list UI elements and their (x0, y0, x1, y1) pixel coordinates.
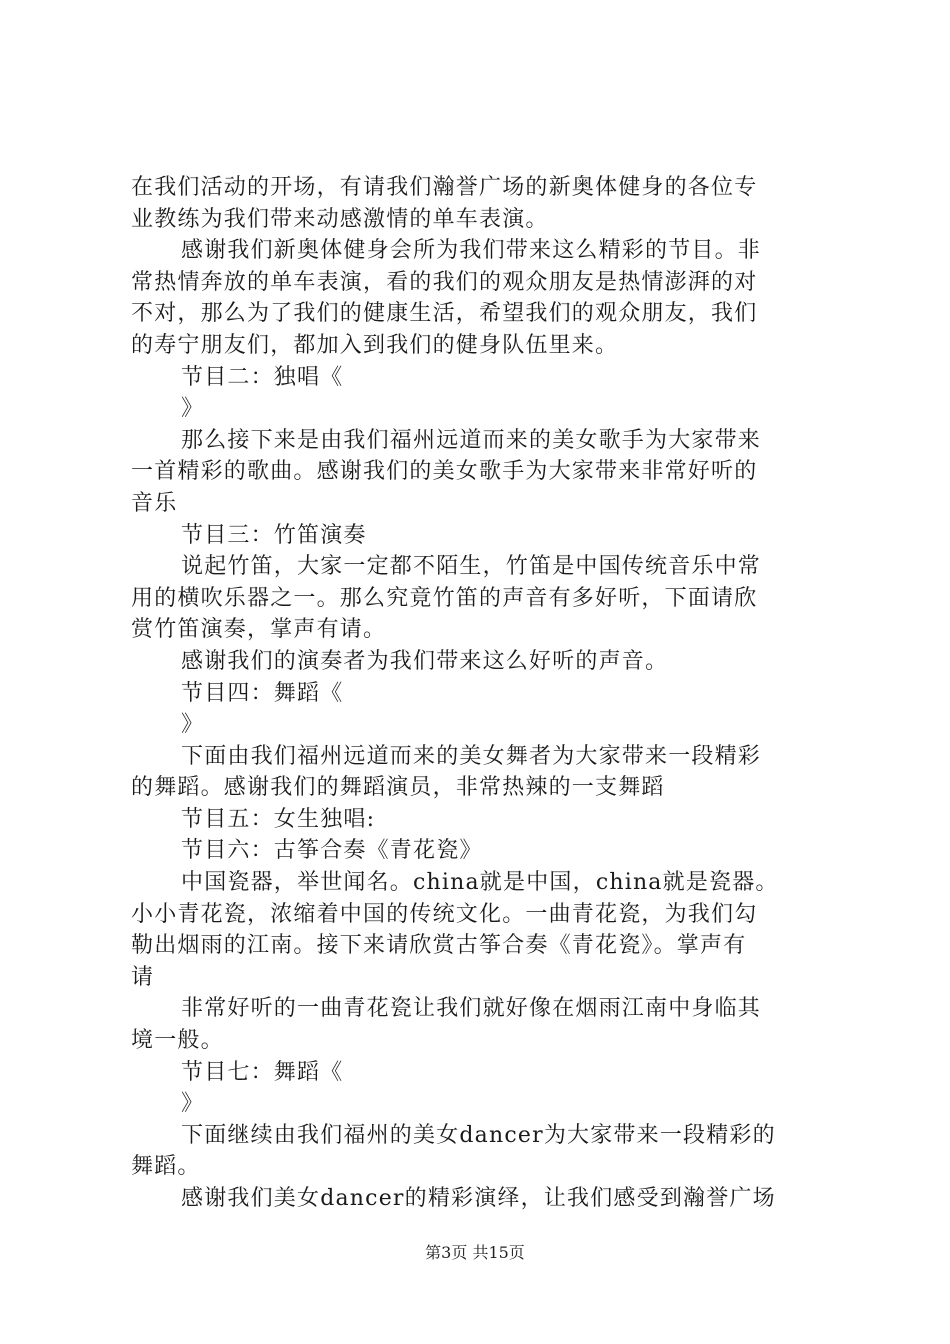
text-line: 的舞蹈。感谢我们的舞蹈演员，非常热辣的一支舞蹈 (131, 775, 665, 801)
document-body (131, 172, 831, 1215)
text-line: 一首精彩的歌曲。感谢我们的美女歌手为大家带来非常好听的 (131, 459, 758, 485)
text-line: 境一般。 (131, 1028, 224, 1054)
text-line: 感谢我们的演奏者为我们带来这么好听的声音。 (181, 648, 669, 674)
text-line: 业教练为我们带来动感激情的单车表演。 (131, 206, 549, 232)
text-line: 赏竹笛演奏，掌声有请。 (131, 617, 387, 643)
text-line: 那么接下来是由我们福州远道而来的美女歌手为大家带来 (181, 427, 762, 453)
text-line: 常热情奔放的单车表演，看的我们的观众朋友是热情澎湃的对 (131, 269, 758, 295)
text-line: 说起竹笛，大家一定都不陌生，竹笛是中国传统音乐中常 (181, 554, 762, 580)
text-line: 请 (131, 964, 155, 990)
text-line: 在我们活动的开场，有请我们瀚誉广场的新奥体健身的各位专 (131, 175, 758, 200)
text-line: 的寿宁朋友们，都加入到我们的健身队伍里来。 (131, 332, 619, 358)
text-line: 下面继续由我们福州的美女dancer为大家带来一段精彩的 (181, 1122, 776, 1148)
text-line: 节目七：舞蹈《 (181, 1059, 344, 1085)
text-line: 节目四：舞蹈《 (181, 680, 344, 706)
text-line: 不对，那么为了我们的健康生活，希望我们的观众朋友，我们 (131, 301, 758, 327)
text-line: 节目六：古筝合奏《青花瓷》 (181, 838, 483, 864)
text-line: 非常好听的一曲青花瓷让我们就好像在烟雨江南中身临其 (181, 996, 762, 1022)
text-line: 中国瓷器，举世闻名。china就是中国，china就是瓷器。 (181, 870, 779, 896)
text-line: 用的横吹乐器之一。那么究竟竹笛的声音有多好听，下面请欣 (131, 585, 758, 611)
text-line: 感谢我们美女dancer的精彩演绎，让我们感受到瀚誉广场 (181, 1186, 776, 1211)
text-line: 节目二：独唱《 (181, 364, 344, 390)
text-line: 舞蹈。 (131, 1154, 201, 1180)
text-line: 勒出烟雨的江南。接下来请欣赏古筝合奏《青花瓷》。掌声有 (131, 933, 747, 959)
text-line: 小小青花瓷，浓缩着中国的传统文化。一曲青花瓷，为我们勾 (131, 901, 758, 927)
text-line: 感谢我们新奥体健身会所为我们带来这么精彩的节目。非 (181, 238, 762, 264)
text-line: 下面由我们福州远道而来的美女舞者为大家带来一段精彩 (181, 743, 762, 769)
page-number-footer: 第3页 共15页 (425, 1243, 525, 1262)
text-line: 》 (181, 1091, 205, 1117)
text-line: 》 (181, 396, 205, 422)
text-line: 节目三：竹笛演奏 (181, 522, 367, 548)
text-line: 》 (181, 712, 205, 738)
text-line: 音乐 (131, 490, 178, 516)
text-line: 节目五：女生独唱: (181, 806, 376, 832)
